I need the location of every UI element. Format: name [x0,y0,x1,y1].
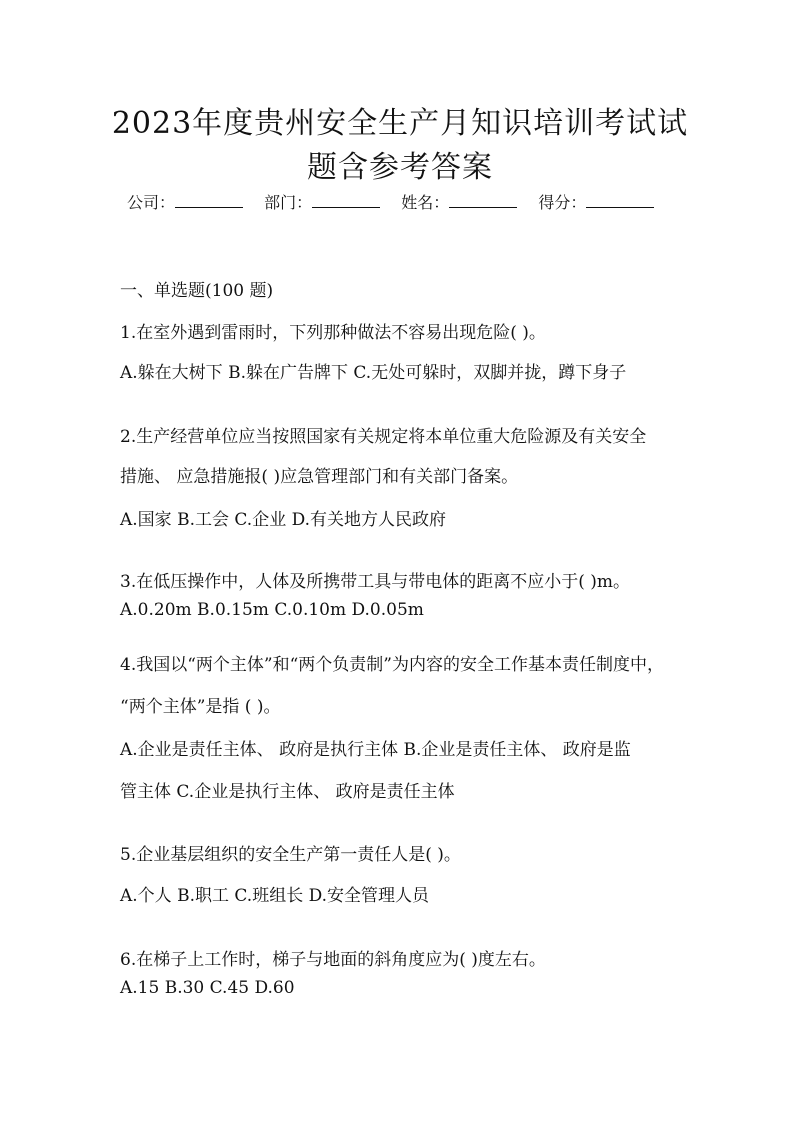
name-field [401,193,517,212]
company-label: 公司： [127,193,176,212]
question-6-text: 6.在梯子上工作时，梯子与地面的斜角度应为( )度左右。 [120,950,546,970]
question-3-text: 3.在低压操作中，人体及所携带工具与带电体的距离不应小于( )m。 [120,572,631,592]
question-1-text: 1.在室外遇到雷雨时，下列那种做法不容易出现危险( )。 [120,323,546,343]
company-blank[interactable] [175,193,243,208]
document-title-line-2: 题含参考答案 [307,150,493,185]
question-4-text: “两个主体”是指 ( )。 [120,697,281,717]
department-label: 部门： [264,193,313,212]
question-2-text: 2.生产经营单位应当按照国家有关规定将本单位重大危险源及有关安全 [120,427,647,447]
question-6-options: A.15 B.30 C.45 D.60 [120,978,295,998]
question-4-options: 管主体 C.企业是执行主体、 政府是责任主体 [120,782,455,802]
question-2-text: 措施、 应急措施报( )应急管理部门和有关部门备案。 [120,467,519,487]
score-field [538,193,654,212]
name-blank[interactable] [449,193,517,208]
department-blank[interactable] [312,193,380,208]
company-field [127,193,243,212]
score-label: 得分： [538,193,587,212]
department-field [264,193,380,212]
question-2-options: A.国家 B.工会 C.企业 D.有关地方人民政府 [120,510,447,530]
score-blank[interactable] [586,193,654,208]
document-title-line-1: 2023年度贵州安全生产月知识培训考试试 [111,106,689,141]
section-heading: 一、单选题(100 题) [120,281,274,301]
question-4-text: 4.我国以“两个主体”和“两个负责制”为内容的安全工作基本责任制度中， [120,655,664,675]
question-5-text: 5.企业基层组织的安全生产第一责任人是( )。 [120,845,461,865]
name-label: 姓名： [401,193,450,212]
question-4-options: A.企业是责任主体、 政府是执行主体 B.企业是责任主体、 政府是监 [120,740,631,760]
question-3-options: A.0.20m B.0.15m C.0.10m D.0.05m [120,600,424,620]
question-5-options: A.个人 B.职工 C.班组长 D.安全管理人员 [120,886,430,906]
info-fields [127,190,687,213]
question-1-options: A.躲在大树下 B.躲在广告牌下 C.无处可躲时，双脚并拢，蹲下身子 [120,363,627,383]
